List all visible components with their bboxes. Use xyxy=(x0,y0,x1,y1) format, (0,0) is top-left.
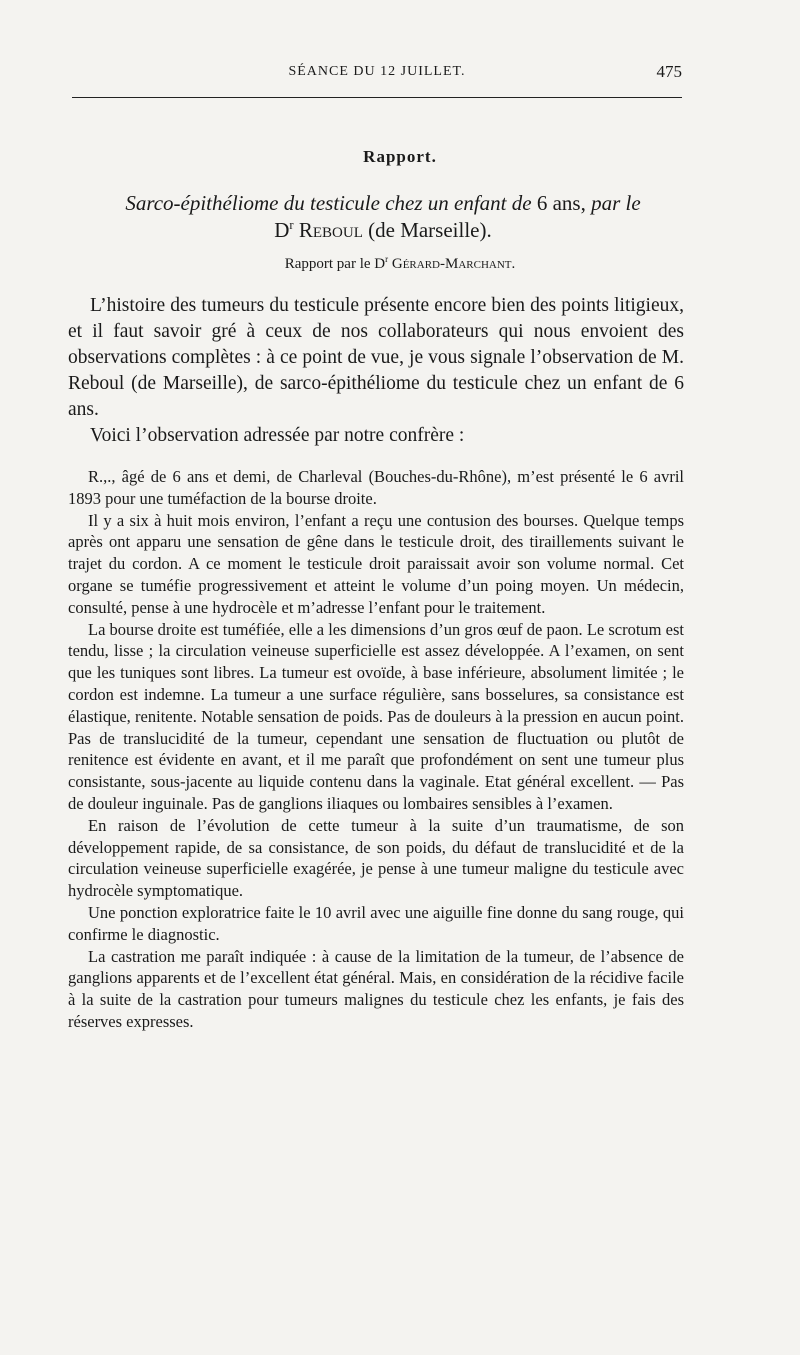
article-title xyxy=(66,190,700,244)
intro-text xyxy=(68,293,684,449)
running-header xyxy=(72,62,682,86)
observation-paragraph: Il y a six à huit mois environ, l’enfant a reçu une contusion des bourses. Quelque temps après ont apparu une sensation de gêne dans le testicule droit, des tiraillements suivant le trajet du cordon. A ce moment le testicule droit paraissait avoir son volume normal. Cet organe se tuméfie progressivement et atteint le volume d’un poing moyen. Un médecin, consulté, pense à une hydrocèle et m’adresse l’enfant pour le traitement. xyxy=(68,510,684,617)
page-number: 475 xyxy=(656,62,682,81)
observation-paragraph: R.,., âgé de 6 ans et demi, de Charleval (Bouches-du-Rhône), m’est présenté le 6 avril 1893 pour une tuméfaction de la bourse droite. xyxy=(68,467,684,508)
report-by-line xyxy=(0,256,800,273)
header-rule xyxy=(72,97,682,98)
title-age: 6 ans, xyxy=(531,191,592,215)
observation-paragraph: Une ponction exploratrice faite le 10 avril avec une aiguille fine donne du sang rouge, qui confirme le diagnostic. xyxy=(68,902,684,944)
section-heading: Rapport. xyxy=(363,147,437,166)
report-by-text: Rapport par le D xyxy=(284,256,386,272)
observation-paragraph: La bourse droite est tuméfiée, elle a les dimensions d’un gros œuf de paon. Le scrotum est tendu, lisse ; la circulation veineuse superficielle est assez développée. A l’examen, on sent que les tuniques sont libres. La tumeur est ovoïde, à base inférieure, absolument limitée ; le cordon est indemne. La tumeur a une surface régulière, sans bosselures, sa consistance est élastique, renitente. Notable sensation de poids. Pas de douleurs à la pression en aucun point. Pas de translucidité de la tumeur, cependant une sensation de fluctuation ou plutôt de renitence est évidente en avant, et il me paraît que profondément on sent une tumeur plus consistante, sous-jacente au liquide contenu dans la vaginale. Etat général excellent. — Pas de douleur inguinale. Pas de ganglions iliaques ou lombaires sensibles à l’examen. xyxy=(68,619,684,813)
author-place: (de Marseille). xyxy=(362,218,492,242)
observation-paragraph: La castration me paraît indiquée : à cause de la limitation de la tumeur, de l’absence de ganglions apparents et de l’excellent état général. Mais, en considération de la récidive facile à la suite de la castration pour tumeurs malignes du testicule chez les enfants, je fais des réserves expresses. xyxy=(68,946,684,1031)
intro-paragraph: L’histoire des tumeurs du testicule présente encore bien des points litigieux, et il faut savoir gré à ceux de nos collaborateurs qui nous envoient des observations complètes : à ce point de vue, je vous signale l’observation de M. Reboul (de Marseille), de sarco-épithéliome du testicule chez un enfant de 6 ans. xyxy=(68,295,684,420)
report-by-sup: r xyxy=(385,254,389,264)
observation-paragraph: En raison de l’évolution de cette tumeur à la suite d’un traumatisme, de son développement rapide, de sa consistance, de son poids, du défaut de translucidité et de la circulation veineuse superficielle exagérée, je pense à une tumeur maligne du testicule avec hydrocèle symptomatique. xyxy=(68,815,684,901)
report-by-name: Gérard-Marchant. xyxy=(391,256,516,272)
author-prefix: D xyxy=(274,218,290,242)
observation-text xyxy=(68,466,684,1033)
author-name: Reboul xyxy=(298,218,363,242)
running-title: SÉANCE DU 12 JUILLET. xyxy=(288,64,466,79)
title-part-1: Sarco-épithéliome du testicule chez un enfant de xyxy=(125,191,532,215)
author-sup: r xyxy=(289,218,294,232)
title-part-2: par le xyxy=(591,191,641,215)
intro-paragraph: Voici l’observation adressée par notre confrère : xyxy=(90,425,465,446)
